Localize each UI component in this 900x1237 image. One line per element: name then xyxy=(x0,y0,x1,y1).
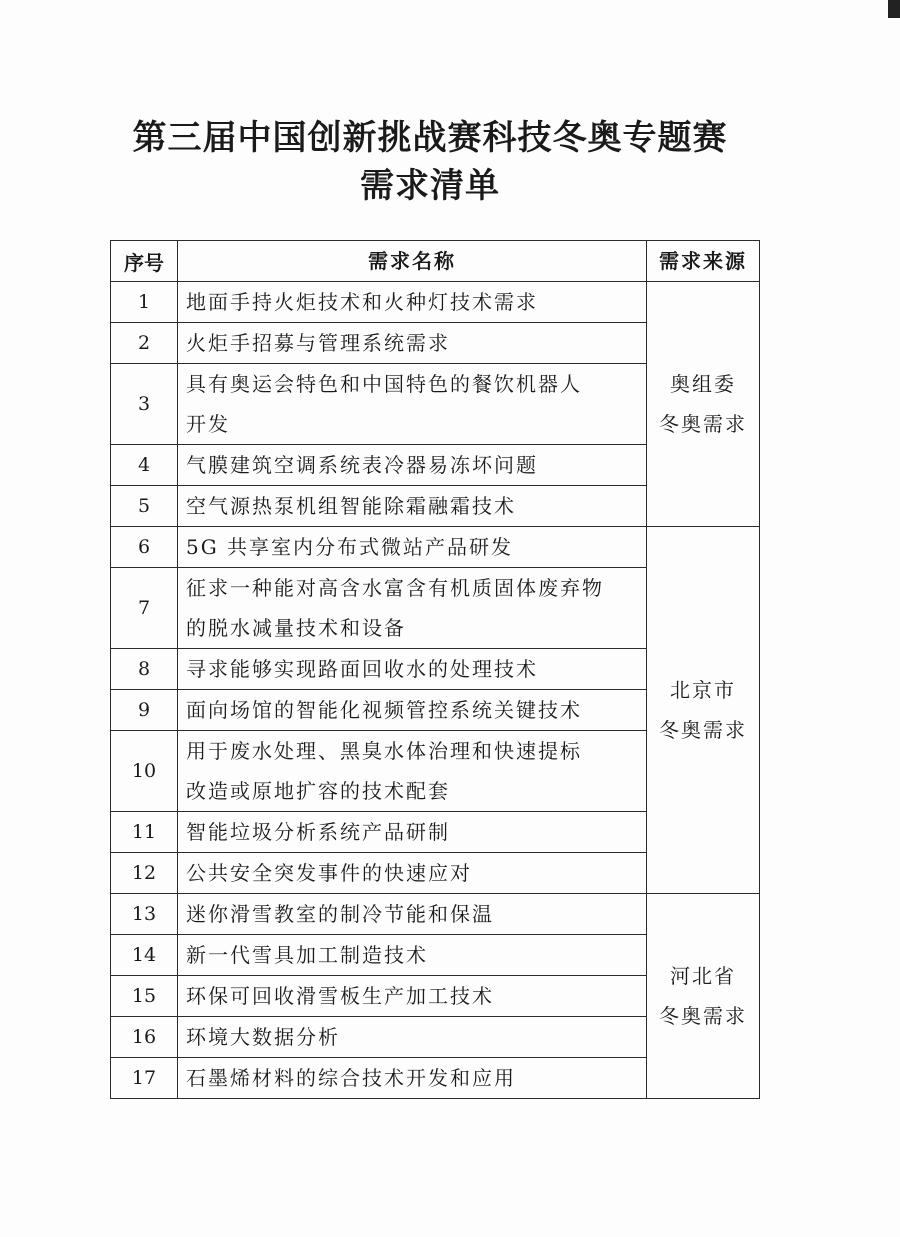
row-number: 12 xyxy=(111,853,178,894)
name-line: 开发 xyxy=(186,412,230,436)
row-number: 7 xyxy=(111,568,178,649)
name-line: 用于废水处理、黑臭水体治理和快速提标 xyxy=(186,739,582,763)
header-no: 序号 xyxy=(111,241,178,282)
source-cell xyxy=(647,894,760,1099)
requirement-name xyxy=(178,976,647,1017)
name-line: 石墨烯材料的综合技术开发和应用 xyxy=(186,1066,516,1090)
row-number: 2 xyxy=(111,323,178,364)
requirement-name xyxy=(178,853,647,894)
requirement-name xyxy=(178,935,647,976)
document-subtitle: 需求清单 xyxy=(360,166,500,206)
row-number: 16 xyxy=(111,1017,178,1058)
source-line: 北京市 xyxy=(670,678,736,702)
name-line: 征求一种能对高含水富含有机质固体废弃物 xyxy=(186,576,604,600)
name-line: 环境大数据分析 xyxy=(186,1025,340,1049)
name-line: 智能垃圾分析系统产品研制 xyxy=(186,820,450,844)
name-line: 具有奥运会特色和中国特色的餐饮机器人 xyxy=(186,372,582,396)
source-line: 奥组委 xyxy=(670,372,736,396)
table-row xyxy=(111,527,760,568)
row-number: 9 xyxy=(111,690,178,731)
table-row xyxy=(111,282,760,323)
requirement-name xyxy=(178,1017,647,1058)
requirement-name xyxy=(178,323,647,364)
requirement-name xyxy=(178,527,647,568)
requirement-name xyxy=(178,568,647,649)
source-line: 冬奥需求 xyxy=(659,718,747,742)
requirement-name xyxy=(178,812,647,853)
requirement-name xyxy=(178,649,647,690)
name-line: 公共安全突发事件的快速应对 xyxy=(186,861,472,885)
row-number: 1 xyxy=(111,282,178,323)
row-number: 8 xyxy=(111,649,178,690)
table-header-row xyxy=(111,241,760,282)
document-title: 第三届中国创新挑战赛科技冬奥专题赛 xyxy=(132,118,728,158)
requirement-name xyxy=(178,731,647,812)
row-number: 17 xyxy=(111,1058,178,1099)
source-cell xyxy=(647,527,760,894)
name-line: 迷你滑雪教室的制冷节能和保温 xyxy=(186,902,494,926)
requirement-name xyxy=(178,1058,647,1099)
row-number: 3 xyxy=(111,364,178,445)
requirement-name xyxy=(178,282,647,323)
header-name: 需求名称 xyxy=(178,241,647,282)
source-cell xyxy=(647,282,760,527)
name-line: 寻求能够实现路面回收水的处理技术 xyxy=(186,657,538,681)
header-source: 需求来源 xyxy=(647,241,760,282)
name-line: 面向场馆的智能化视频管控系统关键技术 xyxy=(186,698,582,722)
source-line: 冬奥需求 xyxy=(659,1004,747,1028)
row-number: 14 xyxy=(111,935,178,976)
name-line: 的脱水减量技术和设备 xyxy=(186,616,406,640)
requirement-name xyxy=(178,445,647,486)
name-line: 气膜建筑空调系统表冷器易冻坏问题 xyxy=(186,453,538,477)
name-line: 环保可回收滑雪板生产加工技术 xyxy=(186,984,494,1008)
table-row xyxy=(111,894,760,935)
name-line: 火炬手招募与管理系统需求 xyxy=(186,331,450,355)
scan-corner-mark xyxy=(888,0,900,18)
requirements-table xyxy=(110,240,760,1099)
requirement-name xyxy=(178,690,647,731)
name-line: 新一代雪具加工制造技术 xyxy=(186,943,428,967)
source-line: 冬奥需求 xyxy=(659,412,747,436)
requirement-name xyxy=(178,364,647,445)
name-line: 空气源热泵机组智能除霜融霜技术 xyxy=(186,494,516,518)
row-number: 10 xyxy=(111,731,178,812)
row-number: 4 xyxy=(111,445,178,486)
requirement-name xyxy=(178,486,647,527)
row-number: 13 xyxy=(111,894,178,935)
row-number: 5 xyxy=(111,486,178,527)
name-line: 地面手持火炬技术和火种灯技术需求 xyxy=(186,290,538,314)
row-number: 11 xyxy=(111,812,178,853)
name-line: 改造或原地扩容的技术配套 xyxy=(186,779,450,803)
row-number: 6 xyxy=(111,527,178,568)
name-line: 5G 共享室内分布式微站产品研发 xyxy=(186,535,514,559)
source-line: 河北省 xyxy=(670,964,736,988)
row-number: 15 xyxy=(111,976,178,1017)
requirement-name xyxy=(178,894,647,935)
